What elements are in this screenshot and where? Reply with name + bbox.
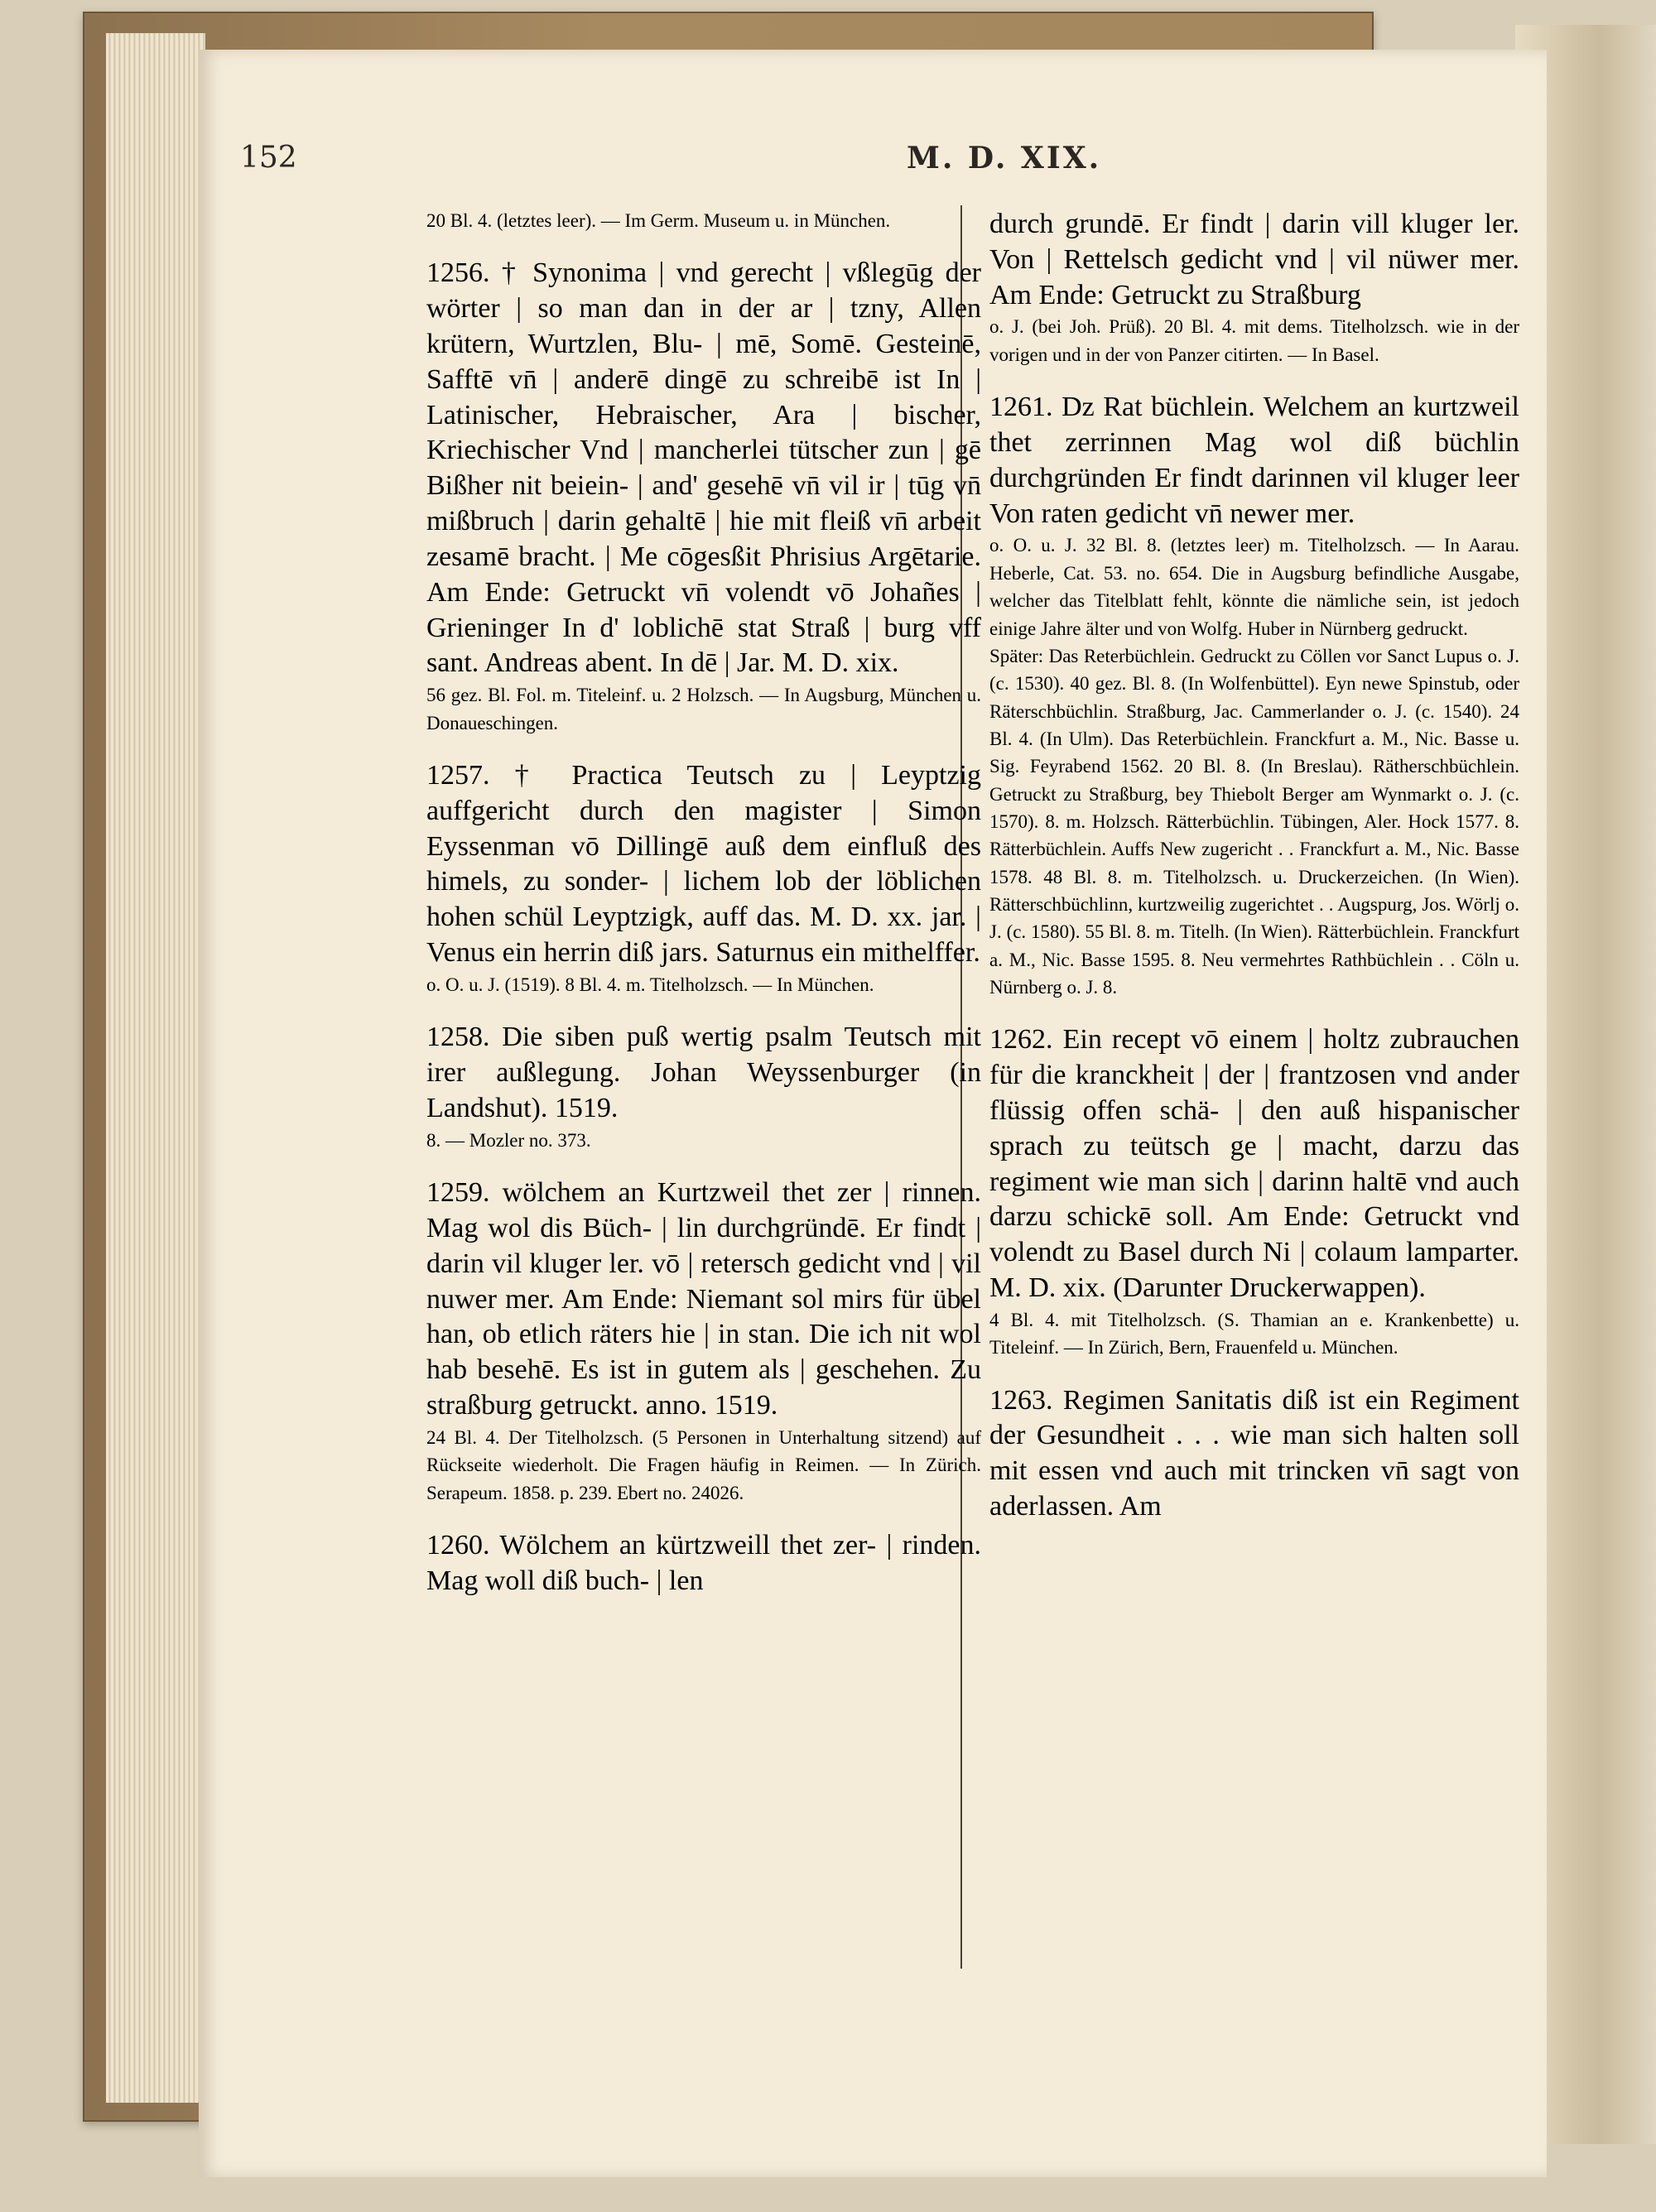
entry-text xyxy=(426,1528,981,1599)
right-column xyxy=(989,207,1519,1546)
entry-body: Dz Rat büchlein. Welchem an kurtzweil thet zerrinnen Mag wol diß büchlin durchgründen Er findt darinnen vil kluger leer Von raten gedicht vn̄ newer mer. xyxy=(989,392,1519,529)
entry-note: 8. — Mozler no. 373. xyxy=(426,1129,591,1151)
entry-number: 1261. xyxy=(989,392,1053,423)
entry-number: 1260. xyxy=(426,1529,490,1560)
entry-1260 xyxy=(426,1528,981,1599)
entry-text xyxy=(426,1020,981,1126)
entry-note: 4 Bl. 4. mit Titelholzsch. (S. Thamian an e. Krankenbette) u. Titeleinf. — In Zürich, Bern, Frauenfeld u. München. xyxy=(989,1309,1519,1358)
entry-1258 xyxy=(426,1020,981,1154)
entry-1259 xyxy=(426,1176,981,1507)
entry-note: o. O. u. J. 32 Bl. 8. (letztes leer) m. Titelholzsch. — In Aarau. Heberle, Cat. 53. no. 654. Die in Augsburg befindliche Ausgabe, welcher das Titelblatt fehlt, könnte die nämliche sein, ist jedoch einige Jahre älter und von Wolfg. Huber in Nürnberg gedruckt. xyxy=(989,535,1519,639)
entry-number: 1262. xyxy=(989,1024,1053,1056)
entry-body: † Synonima | vnd gerecht | vßlegūg der wörter | so man dan in der ar | tzny, Allen krütern, Wurtzlen, Blu- | mē, Somē. Gesteinē, Safftē vn̄ | anderē dingē zu schreibē ist In | Latinischer, Hebraischer, Ara | bischer, Kriechischer Vnd | mancherlei tütscher zun | gē Bißher nit beiein- | and' gesehē vn̄ vil ir | tūg vn̄ mißbruch | darin gehaltē | hie mit fleiß vn̄ arbeit zesamē bracht. | Me cōgesßit Phrisius Argētarie. Am Ende: Getruckt vn̄ volendt vō Johañes | Grieninger In d' loblichē stat Straß | burg vff sant. Andreas abent. In dē | Jar. M. D. xix. xyxy=(426,257,981,679)
entry-text xyxy=(989,1022,1519,1306)
entry-number: 1258. xyxy=(426,1022,490,1053)
entry-note: o. O. u. J. (1519). 8 Bl. 4. m. Titelholzsch. — In München. xyxy=(426,974,874,995)
continuation-text: durch grundē. Er findt | darin vill kluger ler. Von | Rettelsch gedicht vnd | vil nüwer mer. Am Ende: Getruckt zu Straßburg xyxy=(989,209,1519,310)
page-number: 152 xyxy=(240,141,297,175)
entry-text xyxy=(426,758,981,971)
entry-1260-continued xyxy=(989,207,1519,368)
entry-body: Wölchem an kürtzweill thet zer- | rinden. Mag woll diß buch- | len xyxy=(426,1529,981,1596)
entry-number: 1263. xyxy=(989,1384,1053,1416)
entry-1256 xyxy=(426,256,981,737)
entry-note: 56 gez. Bl. Fol. m. Titeleinf. u. 2 Holzsch. — In Augsburg, München u. Donaueschingen. xyxy=(426,685,981,733)
continuation-note: o. J. (bei Joh. Prüß). 20 Bl. 4. mit dems. Titelholzsch. wie in der vorigen und in der von Panzer citirten. — In Basel. xyxy=(989,316,1519,365)
entry-text xyxy=(989,1383,1519,1525)
entry-number: 1256. xyxy=(426,257,490,289)
entry-text xyxy=(426,1176,981,1424)
running-head: M. D. XIX. xyxy=(907,141,1102,176)
entry-body: Regimen Sanitatis diß ist ein Regiment der Gesundheit . . . wie man sich halten soll mit essen vnd auch mit trincken vn̄ sagt von aderlassen. Am xyxy=(989,1384,1519,1522)
entry-body: Ein recept vō einem | holtz zubrauchen für die kranckheit | der | frantzosen vnd ander flüssig offen schä- | den auß hispanischer sprach zu teütsch ge | macht, darzu das regiment wie man sich | darinn haltē vnd auch darzu schickē soll. Am Ende: Getruckt vnd volendt zu Basel durch Ni | colaum lamparter. M. D. xix. (Darunter Druckerwappen). xyxy=(989,1024,1520,1304)
left-intro-note: 20 Bl. 4. (letztes leer). — Im Germ. Museum u. in München. xyxy=(426,210,891,231)
entry-later-editions: Später: Das Reterbüchlein. Gedruckt zu Cöllen vor Sanct Lupus o. J. (c. 1530). 40 gez. Bl. 8. (In Wolfenbüttel). Eyn newe Spinstub, oder Räterschbüchlin. Straßburg, Jac. Cammerlander o. J. (c. 1540). 24 Bl. 4. (In Ulm). Das Reterbüchlein. Franckfurt a. M., Nic. Basse u. Sig. Feyrabend 1562. 20 Bl. 8. (In Breslau). Rätherschbüchlein. Getruckt zu Straßburg, bey Thiebolt Berger am Wynmarkt o. J. (c. 1570). 8. m. Holzsch. Rätterbüchlin. Tübingen, Aler. Hock 1577. 8. Rätterbüchlein. Auffs New zugericht . . Franckfurt a. M., Nic. Basse 1578. 48 Bl. 8. m. Titelholzsch. u. Druckerzeichen. (In Wien). Rätterschbüchlinn, kurtzweilig zugerichtet . . Augspurg, Jos. Wörlj o. J. (c. 1580). 55 Bl. 8. m. Titelh. (In Wien). Rätterbüchlein. Franckfurt a. M., Nic. Basse 1595. 8. Neu vermehrtes Rathbüchlein . . Cöln u. Nürnberg o. J. 8. xyxy=(989,645,1519,998)
entry-1257 xyxy=(426,758,981,998)
entry-body: wölchem an Kurtzweil thet zer | rinnen. Mag wol dis Büch- | lin durchgründē. Er findt | darin vil kluger ler. vō | retersch gedicht vnd | vil nuwer mer. Am Ende: Niemant sol mirs für übel han, ob etlich räters hie | in stan. Die ich nit wol hab besehē. Es ist in gutem als | geschehen. Zu straßburg getruckt. anno. 1519. xyxy=(426,1177,981,1421)
entry-note: 24 Bl. 4. Der Titelholzsch. (5 Personen in Unterhaltung sitzend) auf Rückseite wiederholt. Die Fragen häufig in Reimen. — In Zürich. Serapeum. 1858. p. 239. Ebert no. 24026. xyxy=(426,1426,981,1503)
entry-number: 1259. xyxy=(426,1177,490,1209)
entry-1261 xyxy=(989,390,1519,1001)
entry-body: Die siben puß wertig psalm Teutsch mit irer außlegung. Johan Weyssenburger (in Landshut). 1519. xyxy=(426,1022,981,1123)
entry-number: 1257. xyxy=(426,759,490,791)
entry-1263 xyxy=(989,1383,1519,1525)
entry-text xyxy=(989,390,1519,531)
entry-text xyxy=(426,256,981,681)
entry-1262 xyxy=(989,1022,1519,1361)
entry-body: † Practica Teutsch zu | Leyptzig auffgericht durch den magister | Simon Eyssenman vō Dillingē auß dem einfluß des himels, zu sonder- | lichem lob der löblichen hohen schül Leyptzigk, auff das. M. D. xx. jar. | Venus ein herrin diß jars. Saturnus ein mithelffer. xyxy=(426,759,982,969)
page-edges-left xyxy=(106,33,205,2103)
left-column xyxy=(426,207,981,1621)
